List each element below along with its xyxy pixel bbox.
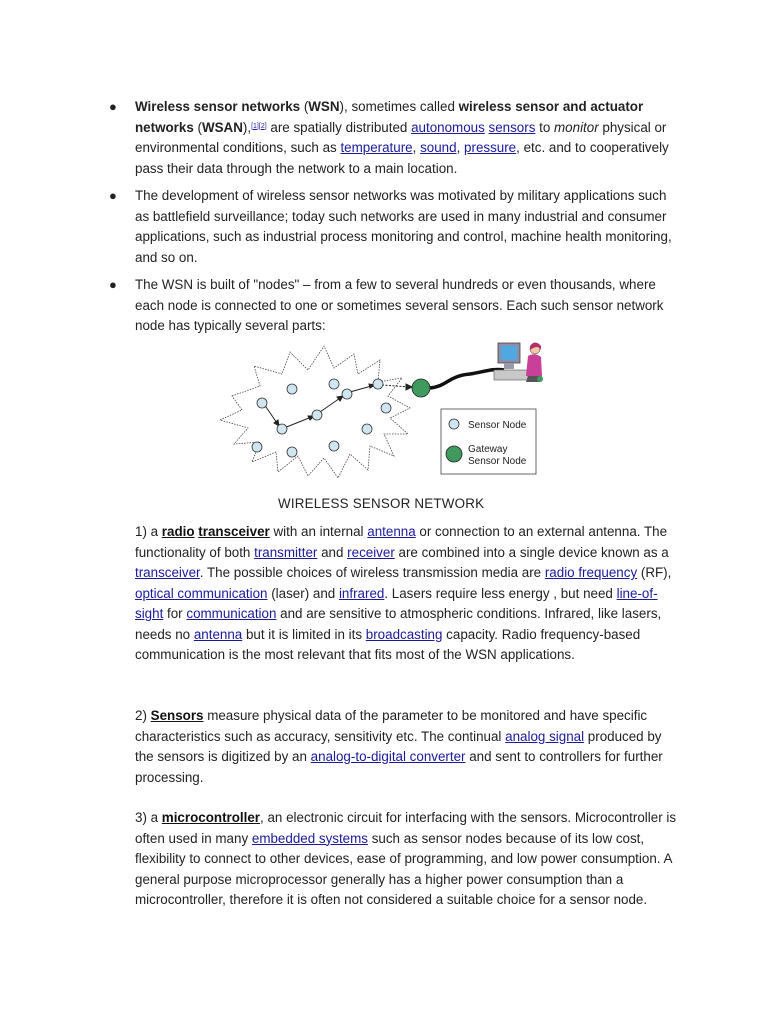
link-optical-communication[interactable]: optical communication	[135, 585, 268, 601]
bullet-dot: ●	[109, 188, 117, 203]
sensor-node	[312, 410, 322, 420]
legend-sensor-label: Sensor Node	[468, 420, 527, 431]
section-microcontroller: 3) a microcontroller, an electronic circuit for interfacing with the sensors. Microcontroller is often used in many embedded systems such as sensor nodes because of its low cost, flexibility to connect to other devices, ease of programming, and low power consumption. A general purpose microprocessor generally has a higher power consumption than a microcontroller, therefore it is often not considered a suitable choice for a sensor node.	[135, 810, 677, 907]
link-transceiver[interactable]: transceiver	[135, 565, 200, 580]
workstation-icon	[494, 343, 543, 383]
bullet-nodes: ● The WSN is built of "nodes" – from a few to several hundreds or even thousands, where each node is connected to one or sometimes several sensors. Each such sensor network node has typically several parts:	[109, 277, 664, 333]
section-radio-transceiver: 1) a radio transceiver with an internal antenna or connection to an external antenna. The functionality of both transmitter and receiver are combined into a single device known as a transceiver. The possible choices of wireless transmission media are radio frequency (RF), optical communication (laser) and infrared. Lasers require less energy , but need line-of-sight for communication and are sensitive to atmospheric conditions. Infrared, like lasers, needs no antenna but it is limited in its broadcasting capacity. Radio frequency-based communication is the most relevant that fits most of the WSN applications.	[135, 524, 672, 662]
link-autonomous[interactable]: autonomous	[411, 119, 485, 135]
legend-gateway-label: Gateway	[468, 444, 508, 455]
link-embedded-systems[interactable]: embedded systems	[251, 830, 368, 846]
sensor-node	[329, 441, 339, 451]
link-radio-frequency[interactable]: radio frequency	[544, 565, 638, 580]
link-transmitter[interactable]: transmitter	[254, 544, 318, 560]
link-line-of-sight[interactable]: line-of-sight	[135, 585, 658, 621]
link-sensors-bold[interactable]: Sensors	[150, 708, 204, 723]
bullet-dot: ●	[109, 99, 117, 114]
legend-sensor-swatch	[449, 419, 459, 429]
citation-link[interactable]: [1][2]	[251, 122, 267, 130]
bullet-development: ● The development of wireless sensor networks was motivated by military applications such as battlefield surveillance; today such networks are used in many industrial and consumer applications, such as industrial process monitoring and control, machine health monitoring, and so on.	[109, 188, 672, 265]
term-wsn: Wireless sensor networks	[135, 99, 301, 114]
sensor-node	[373, 379, 383, 389]
link-infrared[interactable]: infrared	[338, 585, 385, 601]
figure-caption: WIRELESS SENSOR NETWORK	[278, 496, 485, 511]
legend-gateway-swatch	[446, 446, 462, 462]
gateway-cable	[430, 369, 504, 388]
sensor-node	[277, 424, 287, 434]
arrow-head	[406, 384, 412, 390]
sensor-node	[362, 424, 372, 434]
sensor-node	[381, 403, 391, 413]
link-antenna-2[interactable]: antenna	[193, 626, 243, 642]
sensor-node	[287, 447, 297, 457]
link-sound[interactable]: sound	[420, 140, 457, 155]
wsn-diagram	[212, 338, 552, 480]
link-radio[interactable]: radio	[161, 524, 195, 539]
sensor-node	[342, 389, 352, 399]
link-sensors[interactable]: sensors	[488, 119, 536, 135]
link-antenna[interactable]: antenna	[367, 524, 416, 539]
link-microcontroller[interactable]: microcontroller	[161, 810, 261, 825]
term-wsan: wireless sensor and actuator networks	[135, 99, 644, 135]
bullet-wsn-definition: ● Wireless sensor networks (WSN), sometimes called wireless sensor and actuator networks (WSAN),[1][2] are spatially distributed autonomous sensors to monitor physical or environmental conditions, such as temperature, sound, pressure, etc. and to cooperatively pass their data through the network to a main location.	[109, 99, 669, 176]
link-adc[interactable]: analog-to-digital converter	[310, 749, 466, 764]
link-analog-signal[interactable]: analog signal	[505, 728, 585, 744]
link-broadcasting[interactable]: broadcasting	[365, 626, 443, 642]
link-temperature[interactable]: temperature	[340, 140, 413, 155]
link-communication[interactable]: communication	[186, 606, 277, 621]
sensor-node	[329, 379, 339, 389]
link-transceiver-bold[interactable]: transceiver	[198, 524, 270, 539]
link-receiver[interactable]: receiver	[347, 544, 395, 560]
section-sensors: 2) Sensors measure physical data of the parameter to be monitored and have specific characteristics such as accuracy, sensitivity etc. The continual analog signal produced by the sensors is digitized by an analog-to-digital converter and sent to controllers for further processing.	[135, 708, 663, 785]
sensor-node	[257, 398, 267, 408]
bullet-dot: ●	[109, 277, 117, 292]
gateway-node	[412, 379, 430, 397]
sensor-node	[287, 384, 297, 394]
legend-gateway-label-2: Sensor Node	[468, 456, 527, 467]
link-pressure[interactable]: pressure	[464, 140, 517, 155]
sensor-node	[252, 442, 262, 452]
